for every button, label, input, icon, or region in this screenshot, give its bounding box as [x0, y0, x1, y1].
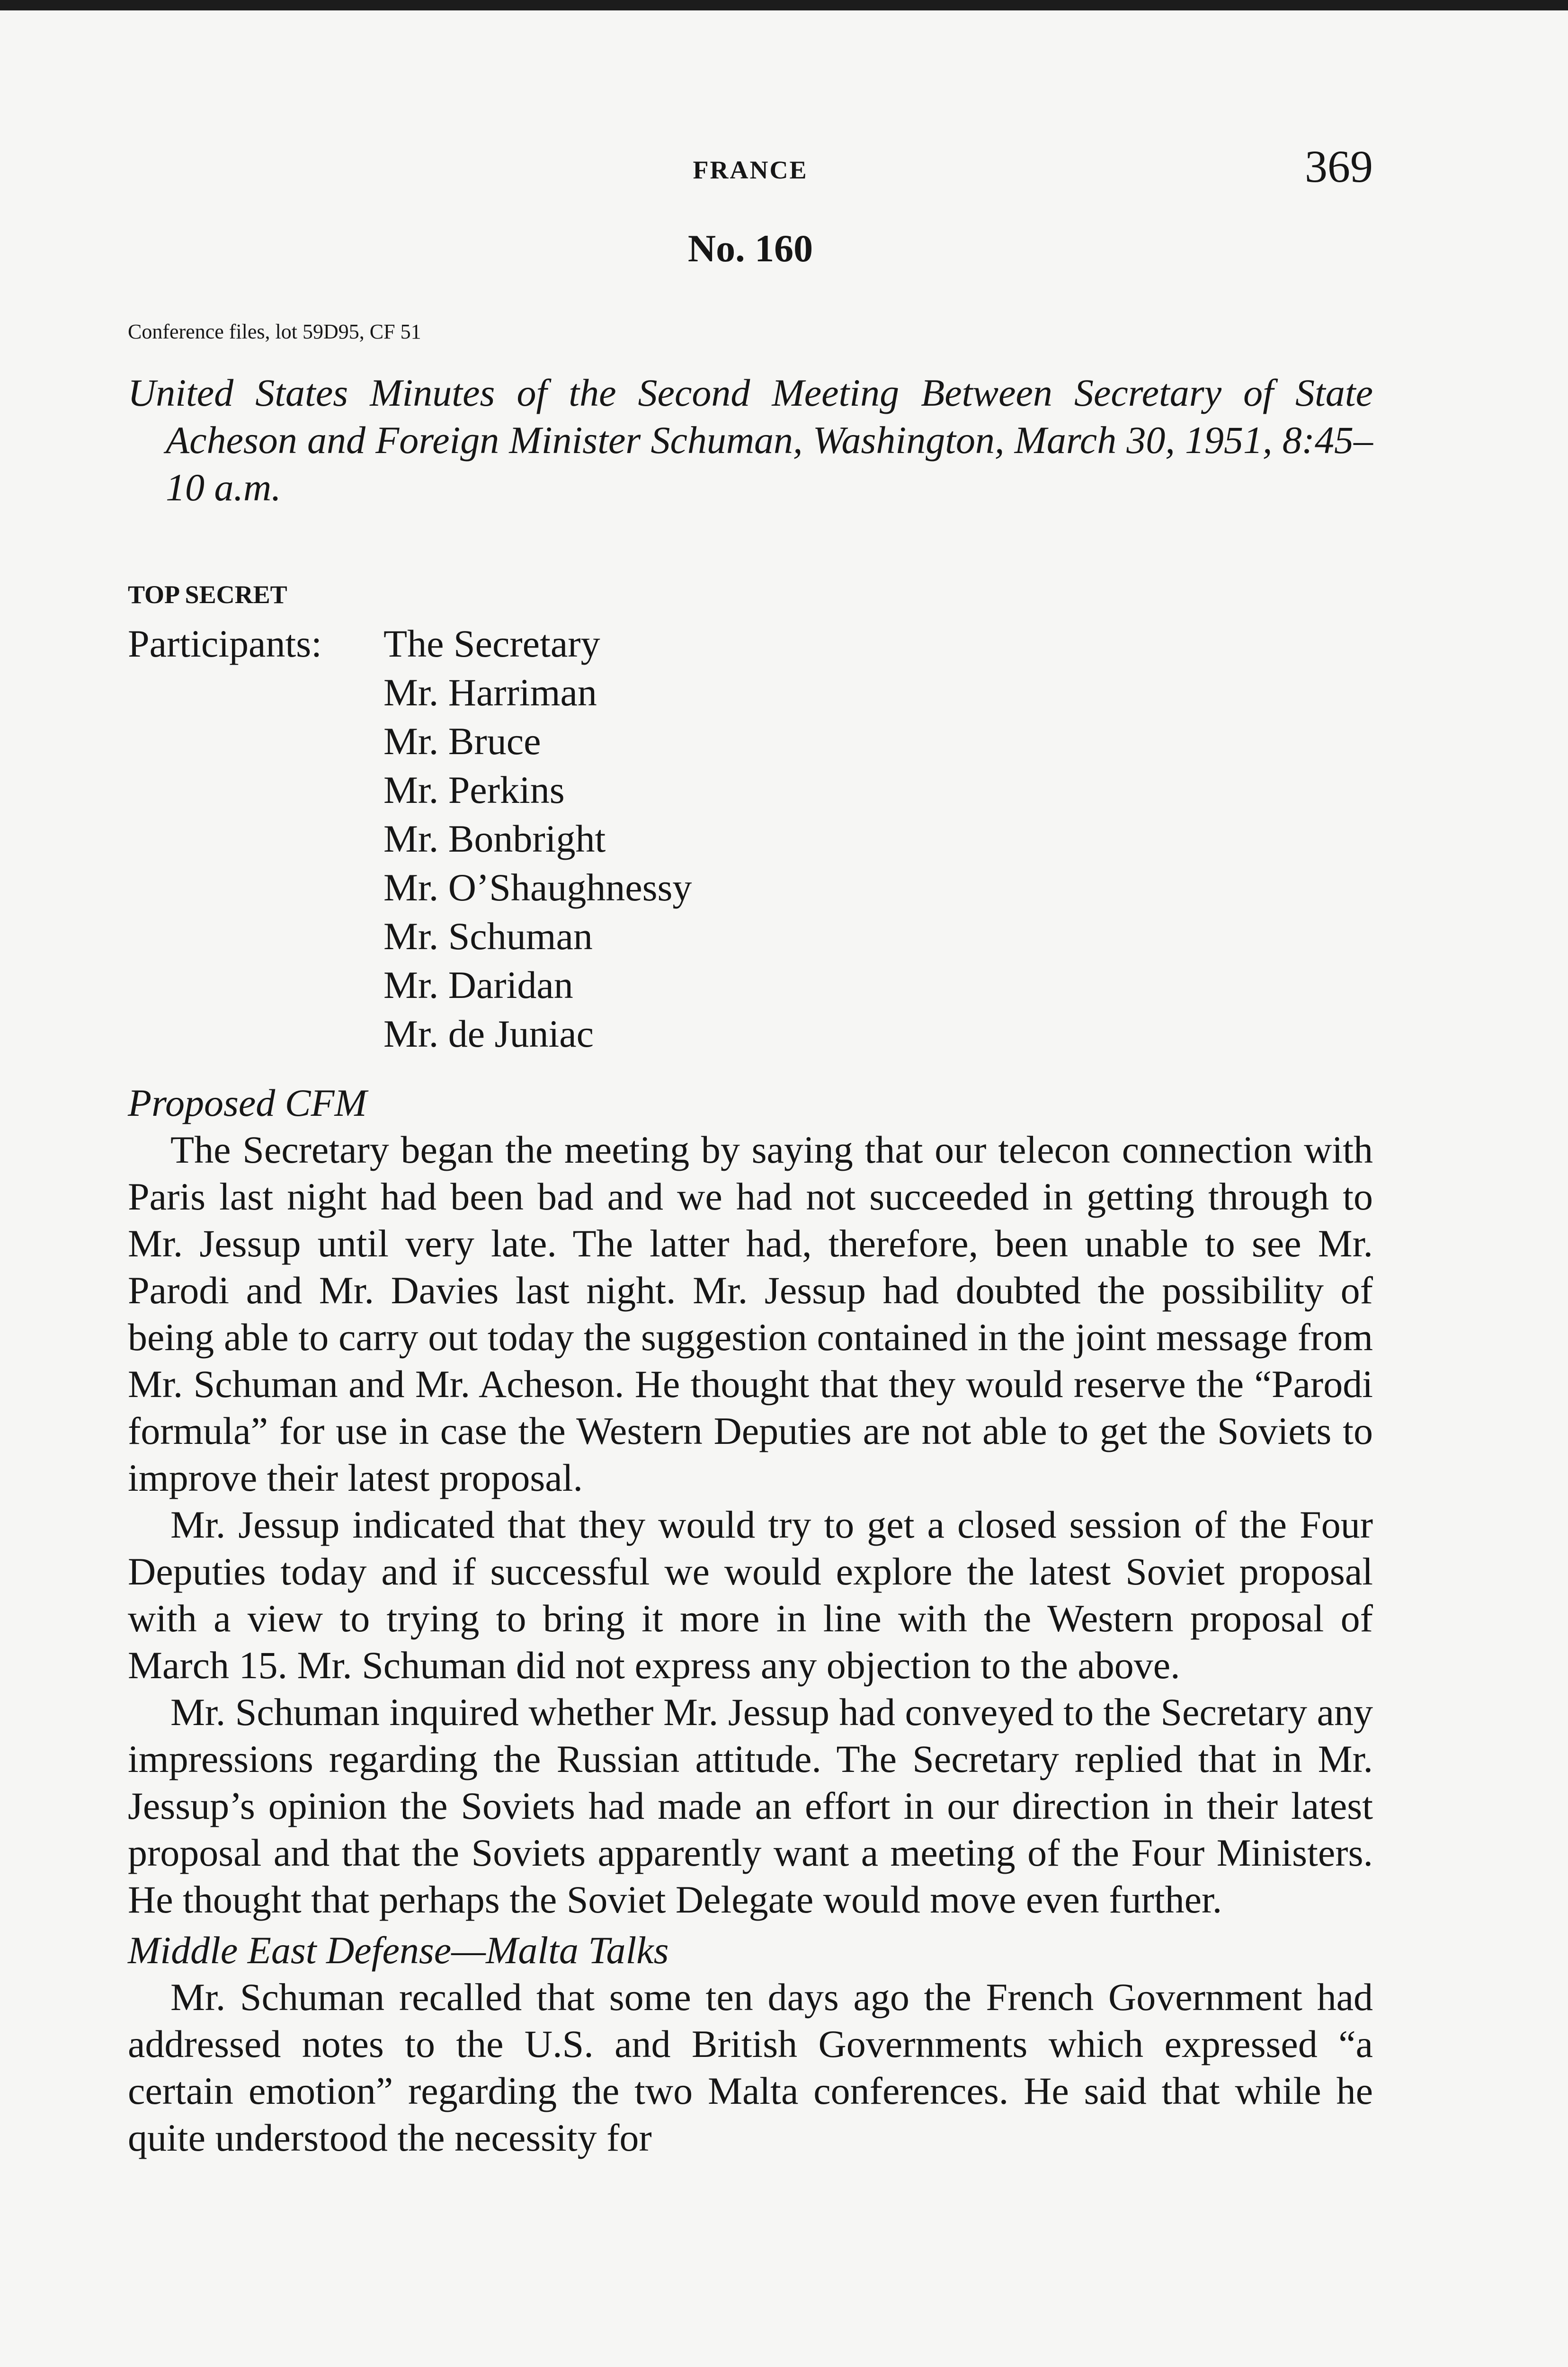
participant-name: The Secretary	[383, 622, 600, 665]
participant-name: Mr. Daridan	[383, 963, 573, 1006]
running-head	[128, 141, 1373, 192]
section-heading-proposed-cfm: Proposed CFM	[128, 1081, 367, 1124]
classification-marking: TOP SECRET	[128, 580, 287, 609]
participant-name: Mr. Schuman	[383, 915, 593, 958]
source-note: Conference files, lot 59D95, CF 51	[128, 320, 421, 343]
body-paragraph: Mr. Jessup indicated that they would try to get a closed session of the Four Deputies today and if successful we would explore the latest Soviet proposal with a view to trying to bring it more in line with the Western proposal of March 15. Mr. Schuman did not express any objection to the above.	[128, 1503, 1373, 1687]
body-paragraph: Mr. Schuman recalled that some ten days ago the French Government had addressed notes to the U.S. and British Governments which expressed “a certain emotion” regarding the two Malta conferences. He said that while he quite understood the necessity for	[128, 1975, 1373, 2159]
body-paragraph: Mr. Schuman inquired whether Mr. Jessup had conveyed to the Secretary any impressions regarding the Russian attitude. The Secretary replied that in Mr. Jessup’s opinion the Soviets had made an effort in our direction in their latest proposal and that the Soviets apparently want a meeting of the Four Ministers. He thought that perhaps the Soviet Delegate would move even further.	[128, 1691, 1373, 1921]
body-paragraph: The Secretary began the meeting by saying that our telecon connection with Paris last night had been bad and we had not succeeded in getting through to Mr. Jessup until very late. The latter had, therefore, been unable to see Mr. Parodi and Mr. Davies last night. Mr. Jessup had doubted the possibility of being able to carry out today the suggestion contained in the joint message from Mr. Schuman and Mr. Acheson. He thought that they would reserve the “Parodi formula” for use in case the Western Deputies are not able to get the Soviets to improve their latest proposal.	[128, 1128, 1373, 1499]
scan-edge-line	[0, 0, 1568, 10]
participant-name: Mr. Harriman	[383, 671, 597, 714]
section-title: FRANCE	[693, 156, 808, 184]
participant-name: Mr. Bonbright	[383, 817, 606, 860]
participant-name: Mr. Bruce	[383, 720, 541, 763]
participant-name: Mr. Perkins	[383, 768, 565, 811]
participants-list	[383, 619, 692, 1058]
document-number: No. 160	[687, 227, 813, 270]
participant-name: Mr. O’Shaughnessy	[383, 866, 692, 909]
minutes-body	[128, 1079, 1373, 2161]
section-heading-middle-east-defense: Middle East Defense—Malta Talks	[128, 1929, 669, 1972]
document-title: United States Minutes of the Second Meeting Between Secretary of State Acheson and Foreign Minister Schuman, Washington, March 30, 1951, 8:45–10 a.m.	[128, 371, 1373, 509]
participant-name: Mr. de Juniac	[383, 1012, 594, 1055]
participants-label: Participants:	[128, 622, 322, 665]
page-number: 369	[1305, 141, 1373, 192]
